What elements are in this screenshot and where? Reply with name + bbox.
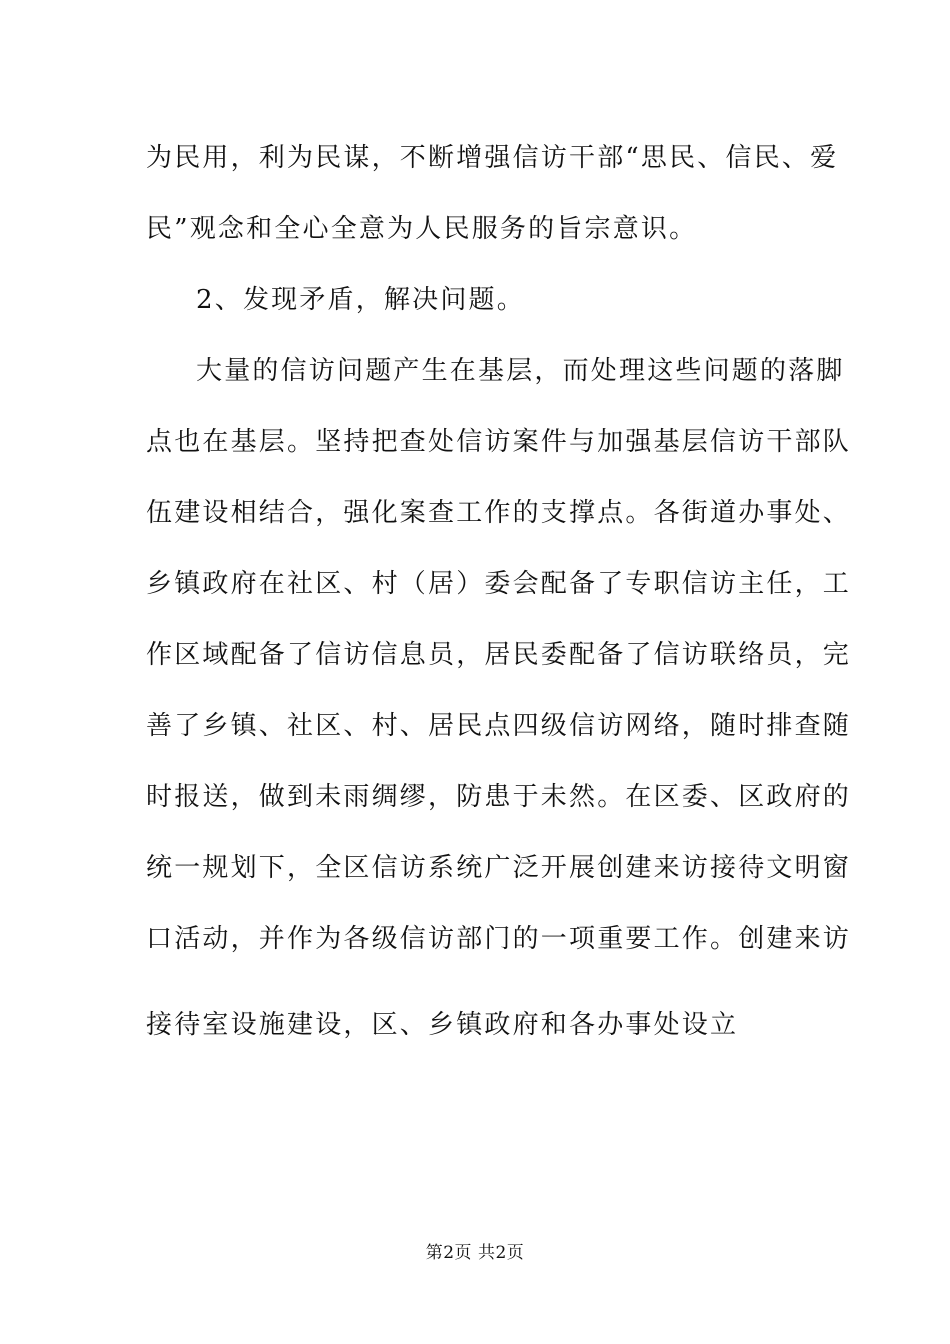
body-text-line-10: 时报送，做到未雨绸缪，防患于未然。在区委、区政府的 <box>146 782 852 812</box>
body-text-line-2: 民”观念和全心全意为人民服务的旨宗意识。 <box>146 214 698 244</box>
body-text-line-13: 接待室设施建设，区、乡镇政府和各办事处设立 <box>146 1010 739 1040</box>
page-number-footer: 第2页 共2页 <box>425 1243 525 1263</box>
body-text-line-11: 统一规划下，全区信访系统广泛开展创建来访接待文明窗 <box>146 853 852 883</box>
body-text-line-12: 口活动，并作为各级信访部门的一项重要工作。创建来访 <box>146 924 852 954</box>
body-text-line-4: 大量的信访问题产生在基层，而处理这些问题的落脚 <box>196 356 845 386</box>
section-heading: 2、发现矛盾，解决问题。 <box>196 285 525 315</box>
body-text-line-9: 善了乡镇、社区、村、居民点四级信访网络，随时排查随 <box>146 711 852 741</box>
body-text-line-8: 作区域配备了信访信息员，居民委配备了信访联络员，完 <box>146 640 852 670</box>
body-text-line-1: 为民用，利为民谋，不断增强信访干部“思民、信民、爱 <box>146 143 839 173</box>
body-text-line-7: 乡镇政府在社区、村（居）委会配备了专职信访主任，工 <box>146 569 852 599</box>
body-text-line-6: 伍建设相结合，强化案查工作的支撑点。各街道办事处、 <box>146 498 852 528</box>
body-text-line-5: 点也在基层。坚持把查处信访案件与加强基层信访干部队 <box>146 427 852 457</box>
